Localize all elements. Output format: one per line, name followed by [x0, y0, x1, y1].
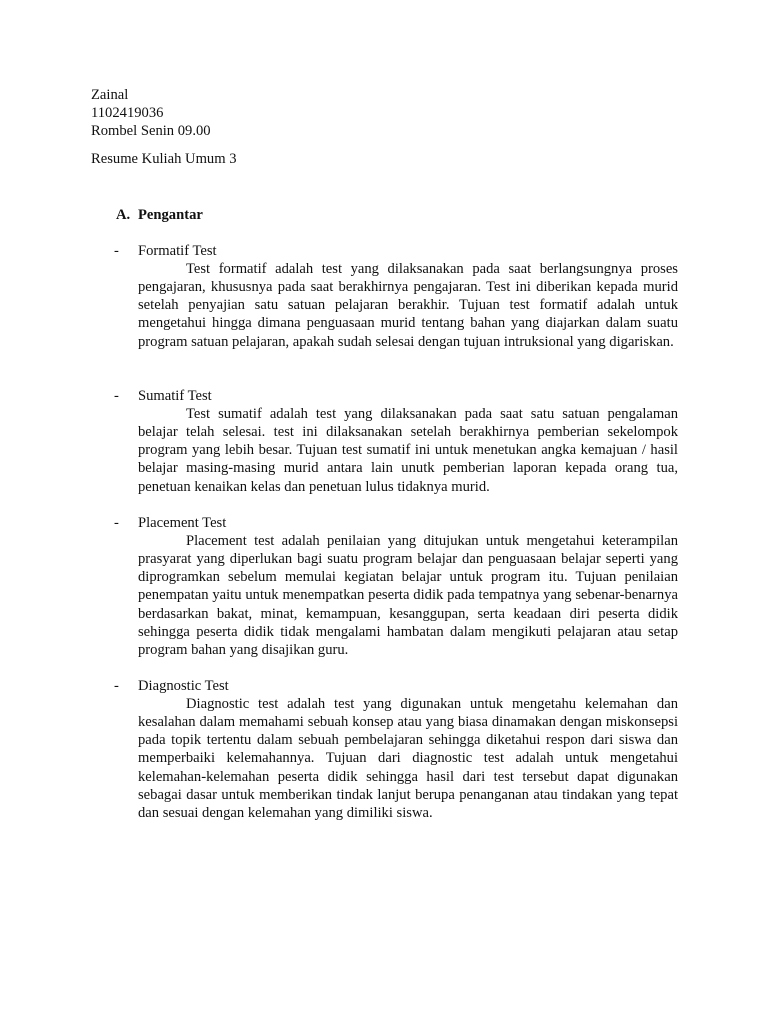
list-bullet: -	[114, 678, 119, 694]
item-title: Formatif Test	[138, 243, 217, 259]
section-heading-text: Pengantar	[138, 207, 203, 223]
student-id: 1102419036	[91, 105, 164, 121]
section-heading	[116, 206, 203, 224]
item-body: Test sumatif adalah test yang dilaksanakan pada saat satu satuan pengalaman belajar telah selesai. test ini dilaksanakan setelah berakhirnya pemberian sekelompok program yang lebih besar. Tujuan test sumatif ini untuk menetukan angka kemajuan / hasil belajar masing-masing murid antara lain unutk pemberian laporan kepada orang tua, penetuan kenaikan kelas dan penetuan lulus tidaknya murid.	[138, 406, 678, 495]
list-bullet: -	[114, 388, 119, 404]
item-title: Diagnostic Test	[138, 678, 229, 694]
item-title: Placement Test	[138, 515, 227, 531]
list-bullet: -	[114, 243, 119, 259]
author-name: Zainal	[91, 87, 129, 103]
section-letter: A.	[116, 207, 131, 223]
item-title: Sumatif Test	[138, 388, 212, 404]
item-body: Test formatif adalah test yang dilaksanakan pada saat berlangsungnya proses pengajaran, khususnya pada saat berakhirnya pengajaran. Test ini diberikan kepada murid setelah penyajian satu satuan pelajaran berakhir. Tujuan test formatif adalah untuk mengetahui hingga dimana penguasaan murid tentang bahan yang diajarkan dalam suatu program satuan pelajaran, apakah sudah selesai dengan tujuan intruksional yang digariskan.	[138, 261, 678, 350]
list-bullet: -	[114, 515, 119, 531]
class-group: Rombel Senin 09.00	[91, 123, 211, 139]
item-body: Placement test adalah penilaian yang ditujukan untuk mengetahui keterampilan prasyarat yang diperlukan bagi suatu program belajar dan penguasaan belajar seperti yang diprogramkan sebelum memulai kegiatan belajar untuk program itu. Tujuan penilaian penempatan yaitu untuk menempatkan peserta didik pada tempatnya yang sebenar-benarnya berdasarkan bakat, minat, kemampuan, kesanggupan, serta keadaan diri peserta didik sehingga peserta didik tidak mengalami hambatan dalam mengikuti pelajaran atau setap program bahan yang disajikan guru.	[138, 533, 678, 658]
item-body: Diagnostic test adalah test yang digunakan untuk mengetahu kelemahan dan kesalahan dalam memahami sebuah konsep atau yang biasa dinamakan dengan miskonsepsi pada topik tertentu dalam sebuah pembelajaran sehingga diketahui respon dari siswa dan memperbaiki kelemahannya. Tujuan dari diagnostic test adalah untuk mengetahui kelemahan-kelemahan peserta didik sehingga hasil dari test tersebut dapat digunakan sebagai dasar untuk memberikan tindak lanjut berupa penanganan atau tindakan yang tepat dan sesuai dengan kelemahan yang dimiliki siswa.	[138, 696, 678, 821]
document-title: Resume Kuliah Umum 3	[91, 151, 237, 167]
